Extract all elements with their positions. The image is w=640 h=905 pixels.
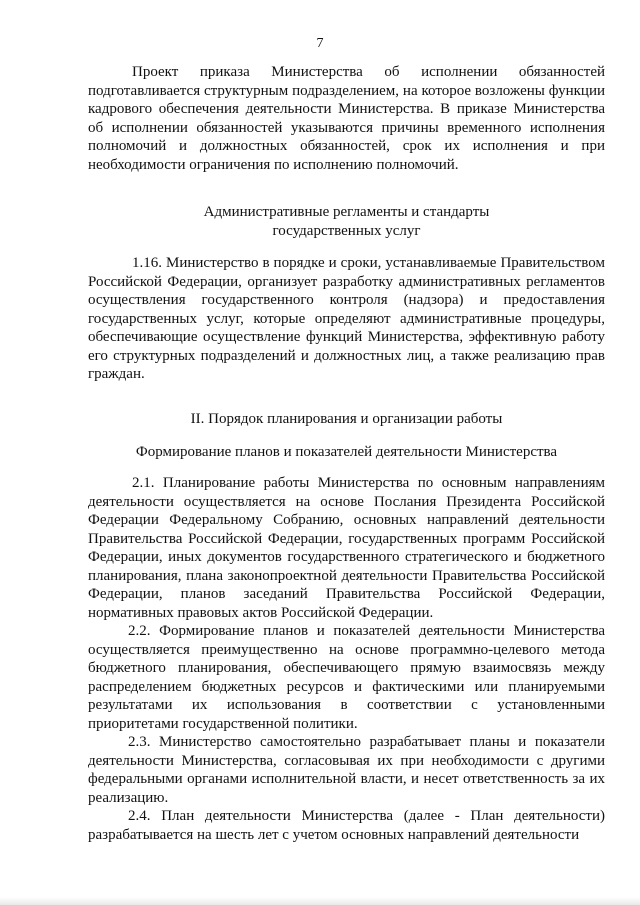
page-number: 7: [316, 36, 324, 51]
section-admin-heading-line1: Административные регламенты и стандарты: [203, 204, 490, 220]
intro-paragraph: Проект приказа Министерства об исполнении обязанностей подготавливается структурным подразделением, на которое возложены функции кадрового обеспечения деятельности Министерства. В приказе Министерства об исполнении обязанностей указываются причины временного исполнения полномочий и должностных обязанностей, срок их исполнения и при необходимости ограничения по исполнению полномочий.: [88, 64, 605, 173]
paragraph-2-1: 2.1. Планирование работы Министерства по основным направлениям деятельности осуществляется на основе Послания Президента Российской Федерации Федеральному Собранию, основных направлений деятельности Правительства Российской Федерации, государственных программ Российской Федерации, иных документов государственного стратегического и бюджетного планирования, плана законопроектной деятельности Правительства Российской Федерации, планов заседаний Правительства Российской Федерации, нормативных правовых актов Российской Федерации.: [88, 475, 605, 621]
scan-bottom-edge: [0, 897, 640, 905]
paragraph-1-16: 1.16. Министерство в порядке и сроки, устанавливаемые Правительством Российской Федерации, организует разработку административных регламентов осуществления государственного контроля (надзора) и предоставления государственных услуг, которые определяют административные процедуры, обеспечивающие осуществление функций Министерства, эффективную работу его структурных подразделений и должностных лиц, а также реализацию прав граждан.: [88, 255, 605, 382]
paragraph-2-4: 2.4. План деятельности Министерства (далее - План деятельности) разрабатывается на шесть лет с учетом основных направлений деятельности: [88, 808, 605, 843]
paragraph-1-16-block: [88, 254, 605, 384]
intro-paragraph-block: [88, 63, 605, 174]
paragraph-2-3: 2.3. Министерство самостоятельно разрабатывает планы и показатели деятельности Министерства, согласовывая их при необходимости с другими федеральными органами исполнительной власти, и несет ответственность за их реализацию.: [88, 734, 605, 806]
section-ii-body: [88, 474, 605, 844]
paragraph-2-2: 2.2. Формирование планов и показателей деятельности Министерства осуществляется преимущественно на основе программно-целевого метода бюджетного планирования, обеспечивающего прямую взаимосвязь между распределением бюджетных ресурсов и фактическими или планируемыми результатами их использования в соответствии с установленными приоритетами государственной политики.: [88, 623, 605, 732]
section-admin-heading-line2: государственных услуг: [272, 223, 421, 239]
section-ii-subheading: Формирование планов и показателей деятельности Министерства: [135, 444, 558, 460]
section-ii-heading: II. Порядок планирования и организации работы: [190, 411, 503, 427]
